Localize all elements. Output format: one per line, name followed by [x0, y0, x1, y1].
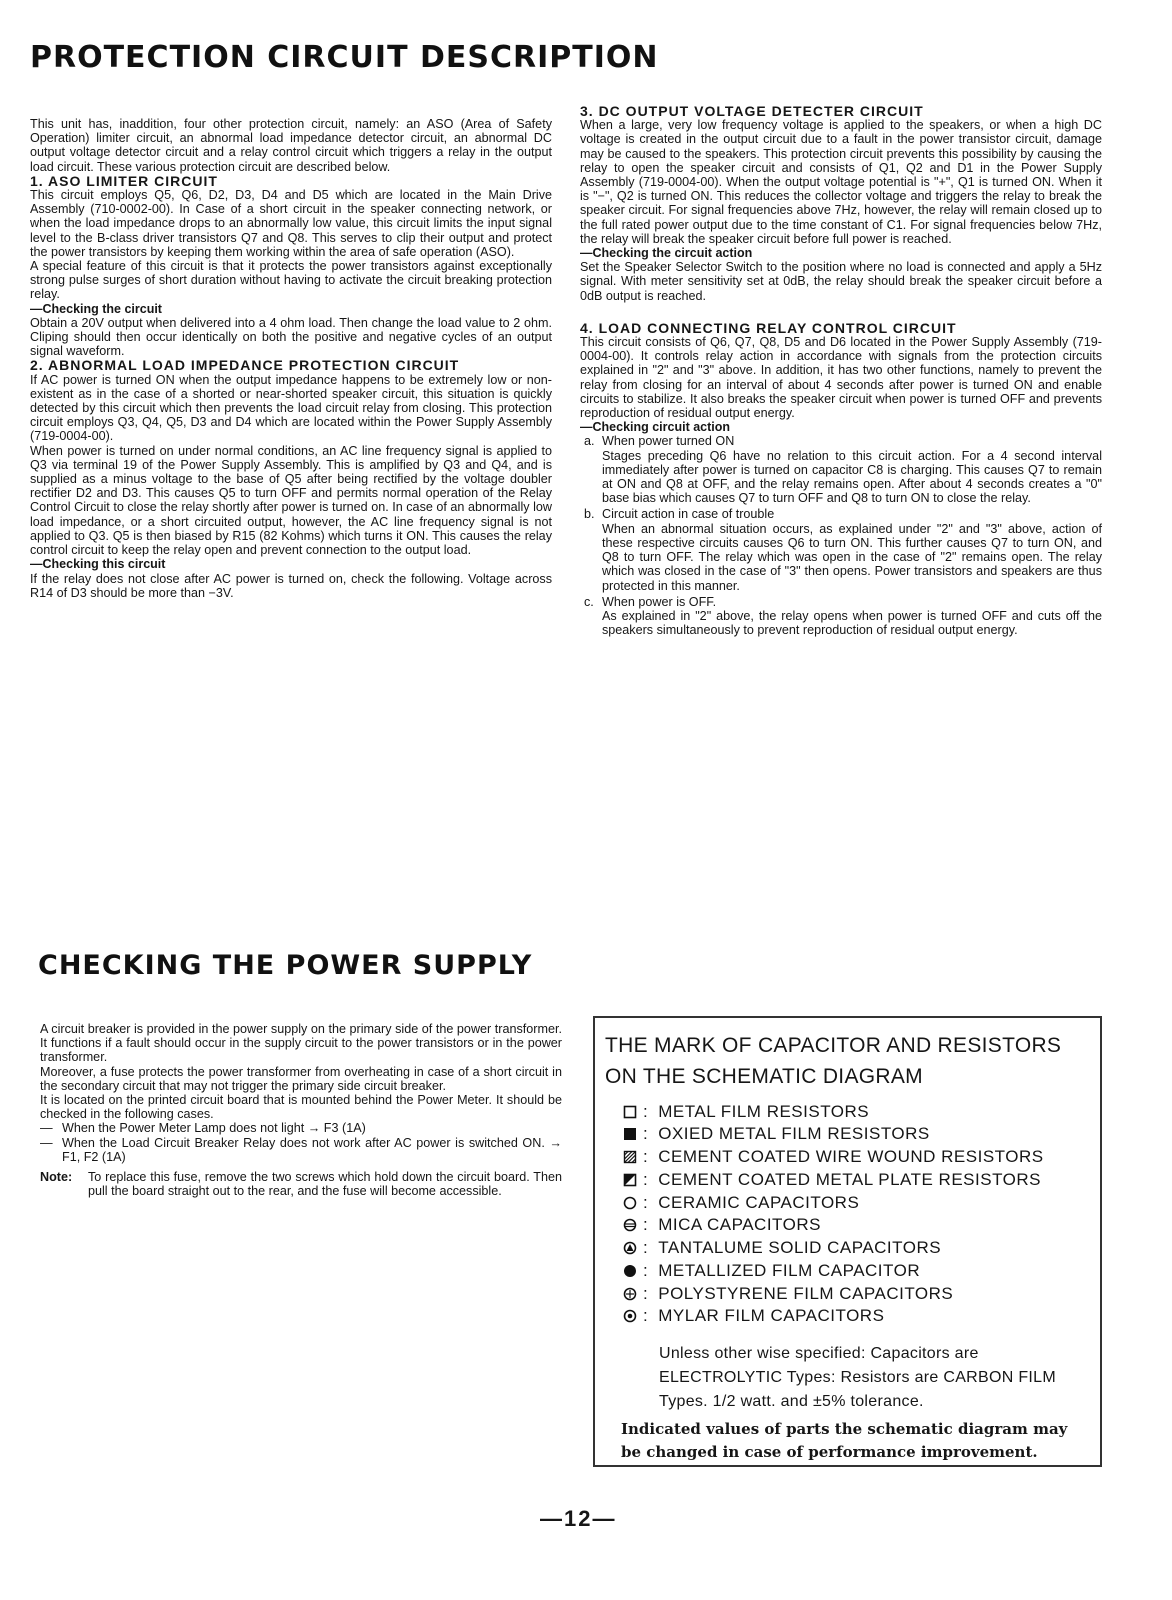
mark-item: [619, 1124, 930, 1144]
hatched-square-icon: [619, 1147, 641, 1167]
check-item-a: [580, 434, 1102, 505]
dot-circle-icon: [619, 1306, 641, 1326]
mark-label: METALLIZED FILM CAPACITOR: [658, 1261, 921, 1280]
mark-label: CEMENT COATED METAL PLATE RESISTORS: [658, 1170, 1041, 1189]
mark-colon: :: [643, 1261, 649, 1280]
unless-note: Unless other wise specified: Capacitors are ELECTROLYTIC Types: Resistors are CARBON FILM Types. 1/2 watt. and ±5% tolerance.: [659, 1345, 1056, 1410]
open-circle-icon: [619, 1193, 641, 1213]
section-1-heading: 1. ASO LIMITER CIRCUIT: [30, 172, 218, 189]
mark-colon: :: [643, 1193, 649, 1212]
dash-item-2-text: When the Load Circuit Breaker Relay does not work after AC power is switched ON. → F1, F2 (1A): [62, 1135, 562, 1164]
note: [40, 1170, 562, 1198]
mark-item: [619, 1261, 920, 1281]
check-item-a-title: When power turned ON: [602, 434, 735, 449]
section-2-check-text: If the relay does not close after AC power is turned on, check the following. Voltage across R14 of D3 should be more than −3V.: [30, 571, 552, 600]
mark-label: CEMENT COATED WIRE WOUND RESISTORS: [658, 1147, 1044, 1166]
filled-square-icon: [619, 1124, 641, 1144]
section-2-heading: 2. ABNORMAL LOAD IMPEDANCE PROTECTION CIRCUIT: [30, 357, 460, 374]
section-1-check-text: Obtain a 20V output when delivered into a 4 ohm load. Then change the load value to 2 ohm. Cliping should then occur identically on both the positive and negative cycles of an output signal waveform.: [30, 315, 552, 359]
mark-colon: :: [643, 1170, 649, 1189]
mark-colon: :: [643, 1124, 649, 1143]
check-item-c-label: c.: [584, 594, 594, 609]
page-title: PROTECTION CIRCUIT DESCRIPTION: [30, 40, 659, 75]
power-supply-paragraph-1: A circuit breaker is provided in the power supply on the primary side of the power transformer. It functions if a fault should occur in the supply circuit to the power transistors or in the power transformer.: [40, 1022, 562, 1065]
check-item-a-label: a.: [584, 434, 595, 449]
intro-paragraph: This unit has, inaddition, four other protection circuit, namely: an ASO (Area of Safety Operation) limiter circuit, an abnormal load impedance detector circuit, an abnormal DC output voltage detector circuit and a relay control circuit which triggers a relay in the output load circuit. These various protection circuit are described below.: [30, 117, 552, 174]
power-supply-paragraph-2: Moreover, a fuse protects the power transformer from overheating in case of a short circuit in the secondary circuit that may not trigger the primary side circuit breaker.: [40, 1064, 562, 1093]
mark-colon: :: [643, 1147, 649, 1166]
section-3-paragraph: When a large, very low frequency voltage is applied to the speakers, or when a high DC voltage is created in the output circuit due to a fault in the power transistor circuit, damage may be caused to the speakers. This protection circuit prevents this possibility by causing the relay to open the speaker circuit and consists of Q1, Q2 and D1 in the Power Supply Assembly (719-0004-00). When the output voltage potential is "+", Q1 is turned ON. When it is "−", Q2 is turned ON. This reduces the collector voltage and triggers the relay to break the speaker circuit. For signal frequencies above 7Hz, however, the relay will remain closed up to the full rated power output due to the time constant of C1. For signal frequencies below 7Hz, the relay will break the speaker circuit before full power is reached.: [580, 118, 1102, 246]
mark-label: OXIED METAL FILM RESISTORS: [658, 1124, 930, 1143]
check-item-c-text: As explained in "2" above, the relay opens when power is turned OFF and cuts off the speakers simultaneously to prevent reproduction of residual output energy.: [602, 608, 1102, 638]
mark-label: TANTALUME SOLID CAPACITORS: [658, 1238, 942, 1257]
mark-item: [619, 1170, 1041, 1190]
mark-item: [619, 1215, 821, 1235]
note-label: Note:: [40, 1170, 73, 1185]
check-item-c: [580, 595, 1102, 638]
dash-item: [40, 1121, 562, 1135]
mark-item: [619, 1193, 859, 1213]
section-1-check-heading: —Checking the circuit: [30, 301, 162, 316]
section-3-check-text: Set the Speaker Selector Switch to the position where no load is connected and apply a 5Hz signal. With meter sensitivity set at 0dB, the relay should break the speaker circuit before a 0dB output is reached.: [580, 260, 1102, 303]
mark-item: [619, 1284, 953, 1304]
section-2-paragraph-1: If AC power is turned ON when the output impedance happens to be extremely low or non-existent as in the case of a shorted or near-shorted speaker circuit, this situation is quickly detected by this circuit which then prevents the load circuit relay from closing. This protection circuit employs Q3, Q4, Q5, D3 and D4 which are located within the Power Supply Assembly (719-0004-00).: [30, 372, 552, 444]
section-3-heading: 3. DC OUTPUT VOLTAGE DETECTER CIRCUIT: [580, 103, 924, 119]
dash-item: [40, 1136, 562, 1164]
check-item-b-label: b.: [584, 507, 595, 522]
check-item-c-title: When power is OFF.: [602, 594, 717, 609]
striped-circle-icon: [619, 1215, 641, 1235]
triangle-circle-icon: [619, 1238, 641, 1258]
half-filled-square-icon: [619, 1170, 641, 1190]
dash-item-1-text: When the Power Meter Lamp does not light → F3 (1A): [62, 1121, 366, 1136]
mark-item: [619, 1102, 869, 1122]
mark-label: METAL FILM RESISTORS: [658, 1102, 870, 1121]
mark-colon: :: [643, 1215, 649, 1234]
plus-circle-icon: [619, 1284, 641, 1304]
section-1-paragraph-1: This circuit employs Q5, Q6, D2, D3, D4 and D5 which are located in the Main Drive Assembly (710-0002-00). In Case of a short circuit in the speaker connecting network, or when the load impedance drops to an abnormally low value, this circuit limits the input signal level to the B-class driver transistors Q7 and Q8. This serves to clip their output and protect the power transistors by keeping them working within the area of safe operation (ASO).: [30, 188, 552, 259]
mark-label: CERAMIC CAPACITORS: [658, 1193, 860, 1212]
section-2-paragraph-2: When power is turned on under normal conditions, an AC line frequency signal is applied to Q3 via terminal 19 of the Power Supply Assembly. This is amplified by Q3 and Q4, and is supplied as a minus voltage to the base of Q5 after being rectified by the voltage doubler rectifier D2 and D3. This causes Q5 to turn OFF and permits normal operation of the Relay Control Circuit to close the relay shortly after power is turned on. In case of an abnormally low load impedance, or a short circuited output, however, the AC line frequency signal is not applied to Q3. Q5 is then biased by R15 (82 Kohms) which turns it ON. This causes the relay control circuit to keep the relay open and prevent connection to the output load.: [30, 443, 552, 558]
note-text: To replace this fuse, remove the two screws which hold down the circuit board. Then pull the board straight out to the rear, and the fuse will become accessible.: [88, 1170, 562, 1199]
mark-label: POLYSTYRENE FILM CAPACITORS: [658, 1284, 954, 1303]
mark-colon: :: [643, 1284, 649, 1303]
mark-item: [619, 1306, 884, 1326]
check-item-a-text: Stages preceding Q6 have no relation to this circuit action. For a 4 second interval immediately after power is turned on capacitor C8 is charging. This causes Q7 to remain at ON and Q8 at OFF, and the relay remains open. After about 4 seconds creates a "0" base bias which causes Q7 to turn OFF and Q8 to turn ON to close the relay.: [602, 448, 1102, 506]
open-square-icon: [619, 1102, 641, 1122]
indicated-note: Indicated values of parts the schematic diagram may be changed in case of performance improvement.: [621, 1420, 1068, 1461]
dash-marker: —: [40, 1135, 53, 1150]
mark-colon: :: [643, 1102, 649, 1121]
power-supply-title: CHECKING THE POWER SUPPLY: [38, 950, 533, 981]
mark-colon: :: [643, 1238, 649, 1257]
mark-item: [619, 1238, 941, 1258]
mark-item: [619, 1147, 1044, 1167]
power-supply-section: [40, 1022, 562, 1198]
right-column: [580, 104, 1102, 637]
check-item-b-title: Circuit action in case of trouble: [602, 507, 775, 522]
section-2-check-heading: —Checking this circuit: [30, 557, 166, 572]
section-3-check-heading: —Checking the circuit action: [580, 246, 753, 261]
mark-label: MYLAR FILM CAPACITORS: [658, 1306, 885, 1325]
mark-label: MICA CAPACITORS: [658, 1215, 821, 1234]
mark-colon: :: [643, 1306, 649, 1325]
section-4-heading: 4. LOAD CONNECTING RELAY CONTROL CIRCUIT: [580, 319, 957, 336]
schematic-marks-box: [593, 1016, 1102, 1467]
power-supply-paragraph-3: It is located on the printed circuit board that is mounted behind the Power Meter. It should be checked in the following cases.: [40, 1093, 562, 1122]
check-item-b: [580, 507, 1102, 592]
section-4-check-heading: —Checking circuit action: [580, 420, 731, 435]
section-4-paragraph: This circuit consists of Q6, Q7, Q8, D5 and D6 located in the Power Supply Assembly (719-0004-00). It controls relay action in accordance with signals from the protection circuits explained in "2" and "3" above. In addition, it has two other functions, namely to prevent the relay from closing for an interval of about 4 seconds after power is turned ON and enable circuits to stabilize. It also breaks the speaker circuit when power is turned OFF and prevents reproduction of residual output energy.: [580, 335, 1102, 421]
check-item-b-text: When an abnormal situation occurs, as explained under "2" and "3" above, action of these respective circuits causes Q6 to turn ON. This further causes Q7 to turn ON, and Q8 to turn OFF. The relay which was open in the case of "2" remains open. The relay which was closed in the case of "3" then opens. Power transistors and speakers are thus protected in this manner.: [602, 521, 1102, 593]
dash-marker: —: [40, 1121, 53, 1136]
marks-box-title: THE MARK OF CAPACITOR AND RESISTORS ON THE SCHEMATIC DIAGRAM: [605, 1034, 1062, 1088]
filled-circle-icon: [619, 1261, 641, 1281]
section-1-paragraph-2: A special feature of this circuit is that it protects the power transistors against exceptionally strong pulse surges of short duration without having to activate the circuit breaking protection relay.: [30, 259, 552, 302]
page-number: —12—: [540, 1506, 617, 1531]
left-column: [30, 117, 552, 600]
